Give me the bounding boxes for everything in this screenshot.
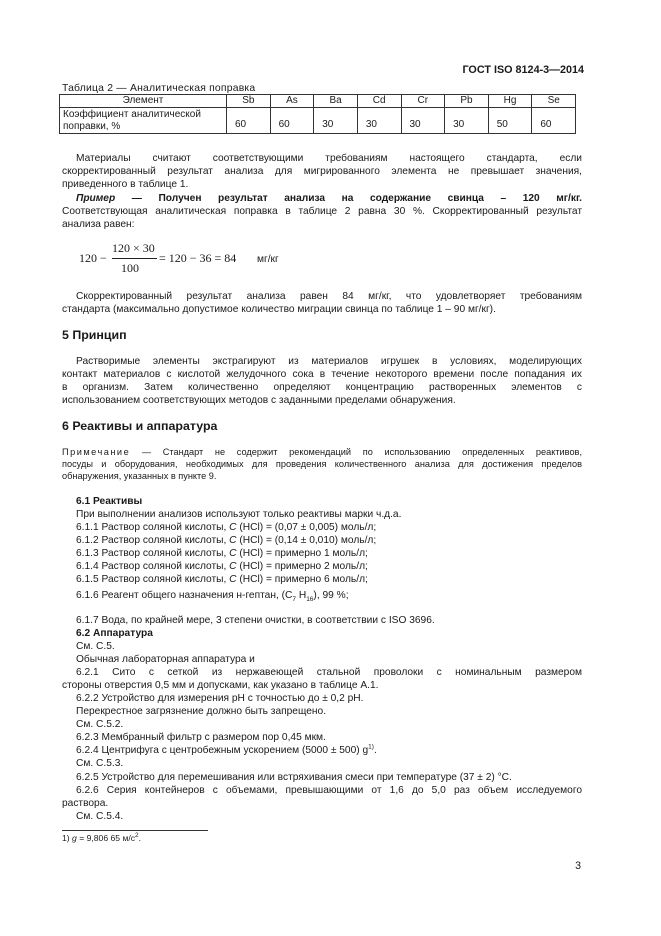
intro-line-3: приведенного в таблице 1. (62, 179, 189, 190)
apparatus-common: Обычная лабораторная аппаратура и (76, 654, 255, 665)
table-caption: Таблица 2 — Аналитическая поправка (62, 83, 256, 94)
header-ba: Ba (314, 95, 358, 108)
value-cr: 30 (401, 108, 445, 134)
reagent-6-1-2: 6.1.2 Раствор соляной кислоты, C (HCl) = (0,14 ± 0,010) моль/л; (76, 535, 377, 546)
apparatus-6-2-6-line-2: раствора. (62, 798, 109, 809)
intro-line-1: Материалы считают соответствующими требованиям настоящего стандарта, если (76, 153, 582, 164)
formula-unit: мг/кг (257, 254, 279, 265)
reagent-6-1-4: 6.1.4 Раствор соляной кислоты, C (HCl) = примерно 2 моль/л; (76, 561, 368, 572)
header-pb: Pb (445, 95, 489, 108)
value-hg: 50 (488, 108, 532, 134)
apparatus-see-c53: См. С.5.3. (76, 758, 124, 769)
example-label: Пример (76, 193, 116, 204)
apparatus-title: 6.2 Аппаратура (76, 628, 153, 639)
result-paragraph (62, 290, 582, 316)
formula-result: = 120 − 36 = 84 (159, 251, 237, 265)
note-label: Примечание (62, 447, 131, 457)
formula-denominator: 100 (121, 261, 139, 275)
apparatus-see-c52: См. С.5.2. (76, 719, 124, 730)
row-label-line2: поправки, % (63, 121, 121, 132)
apparatus-6-2-1 (62, 666, 582, 692)
footnote-separator (62, 830, 208, 831)
section-5-title: 5 Принцип (62, 328, 127, 342)
header-se: Se (532, 95, 576, 108)
formula-numerator: 120 × 30 (112, 241, 155, 255)
correction-formula (79, 242, 379, 276)
value-sb: 60 (227, 108, 271, 134)
reagents-title: 6.1 Реактивы (76, 496, 143, 507)
reagent-6-1-5: 6.1.5 Раствор соляной кислоты, C (HCl) = примерно 6 моль/л; (76, 574, 368, 585)
section-6-note (62, 446, 582, 482)
header-cd: Cd (357, 95, 401, 108)
reagents-intro: При выполнении анализов используют только реактивы марки ч.д.а. (76, 509, 402, 520)
row-label (60, 108, 227, 134)
header-hg: Hg (488, 95, 532, 108)
section-5-line-1: Растворимые элементы экстрагируют из материалов игрушек в условиях, моделирующих (76, 356, 582, 367)
formula-lead: 120 − (79, 251, 107, 265)
apparatus-see-c54: См. С.5.4. (76, 811, 124, 822)
apparatus-6-2-3: 6.2.3 Мембранный фильтр с размером пор 0,45 мкм. (76, 732, 326, 743)
value-cd: 30 (357, 108, 401, 134)
standard-header: ГОСТ ISO 8124-3—2014 (462, 64, 584, 76)
section-5-line-3: в организм. Затем количественно определяют концентрацию растворенных элементов с (62, 382, 582, 393)
analytical-correction-table (59, 94, 576, 134)
apparatus-6-2-2: 6.2.2 Устройство для измерения pH с точностью до ± 0,2 pH. (76, 693, 364, 704)
value-ba: 30 (314, 108, 358, 134)
example-line-1: — Получен результат анализа на содержание свинца – 120 мг/кг. (115, 193, 582, 204)
reagent-6-1-7: 6.1.7 Вода, по крайней мере, 3 степени очистки, в соответствии с ISO 3696. (76, 615, 435, 626)
row-label-line1: Коэффициент аналитической (63, 109, 201, 120)
apparatus-6-2-5: 6.2.5 Устройство для перемешивания или встряхивания смеси при температуре (37 ± 2) °С. (76, 772, 512, 783)
page-number: 3 (575, 860, 581, 872)
result-line-2: стандарта (максимально допустимое количество миграции свинца по таблице 1 – 90 мг/кг). (62, 304, 496, 315)
apparatus-6-2-1-line-2: стороны отверстия 0,5 мм и допусками, как указано в таблице А.1. (62, 680, 379, 691)
section-6-title: 6 Реактивы и аппаратура (62, 419, 218, 433)
apparatus-6-2-6-line-1: 6.2.6 Серия контейнеров с объемами, превышающими от 1,6 до 5,0 раз объем исследуемого (76, 785, 582, 796)
reagent-6-1-6: 6.1.6 Реагент общего назначения н-гептан, ($C_7$ $H_{16}$), 99 %; (76, 590, 349, 604)
header-cr: Cr (401, 95, 445, 108)
value-se: 60 (532, 108, 576, 134)
note-line-1: — Стандарт не содержит рекомендаций по использованию определенных реактивов, (130, 447, 582, 457)
intro-paragraph (62, 152, 582, 191)
table-header-row (60, 95, 576, 108)
footnote: 1) g = 9,806 65 $м/с^2$. (62, 832, 142, 843)
section-5-line-4: использованием соответствующих методов с заданными пределами обнаружения. (62, 395, 456, 406)
intro-line-2: скорректированный результат анализа для мигрированного элемента не превышает значения, (62, 166, 582, 177)
reagent-6-1-1: 6.1.1 Раствор соляной кислоты, C (HCl) = (0,07 ± 0,005) моль/л; (76, 522, 377, 533)
example-paragraph (62, 192, 582, 231)
reagent-6-1-3: 6.1.3 Раствор соляной кислоты, C (HCl) = примерно 1 моль/л; (76, 548, 368, 559)
example-line-2: Соответствующая аналитическая поправка в таблице 2 равна 30 %. Скорректированный результат (62, 206, 582, 217)
section-5-line-2: контакт материалов с кислотой желудочного сока в течение некоторого времени после попадания их (62, 369, 582, 380)
apparatus-6-2-4: 6.2.4 Центрифуга с центробежным ускорением (5000 ± 500) $g^{1)}$. (76, 743, 377, 756)
value-as: 60 (270, 108, 314, 134)
fraction-bar (112, 258, 157, 259)
value-pb: 30 (445, 108, 489, 134)
note-line-2: посуды и оборудования, необходимых для проведения количественного анализа для достижения пределов (62, 459, 582, 469)
header-sb: Sb (227, 95, 271, 108)
example-line-3: анализа равен: (62, 219, 135, 230)
apparatus-6-2-1-line-1: 6.2.1 Сито с сеткой из нержавеющей стальной проволоки с номинальным размером (76, 667, 582, 678)
result-line-1: Скорректированный результат анализа равен 84 мг/кг, что удовлетворяет требованиям (76, 291, 582, 302)
note-line-3: обнаружения, указанных в пункте 9. (62, 471, 217, 481)
header-as: As (270, 95, 314, 108)
apparatus-6-2-6 (62, 784, 582, 810)
table-row (60, 108, 576, 134)
apparatus-see-c5: См. С.5. (76, 641, 115, 652)
cross-contamination: Перекрестное загрязнение должно быть запрещено. (76, 706, 327, 717)
section-5-paragraph (62, 355, 582, 407)
header-element: Элемент (60, 95, 227, 108)
